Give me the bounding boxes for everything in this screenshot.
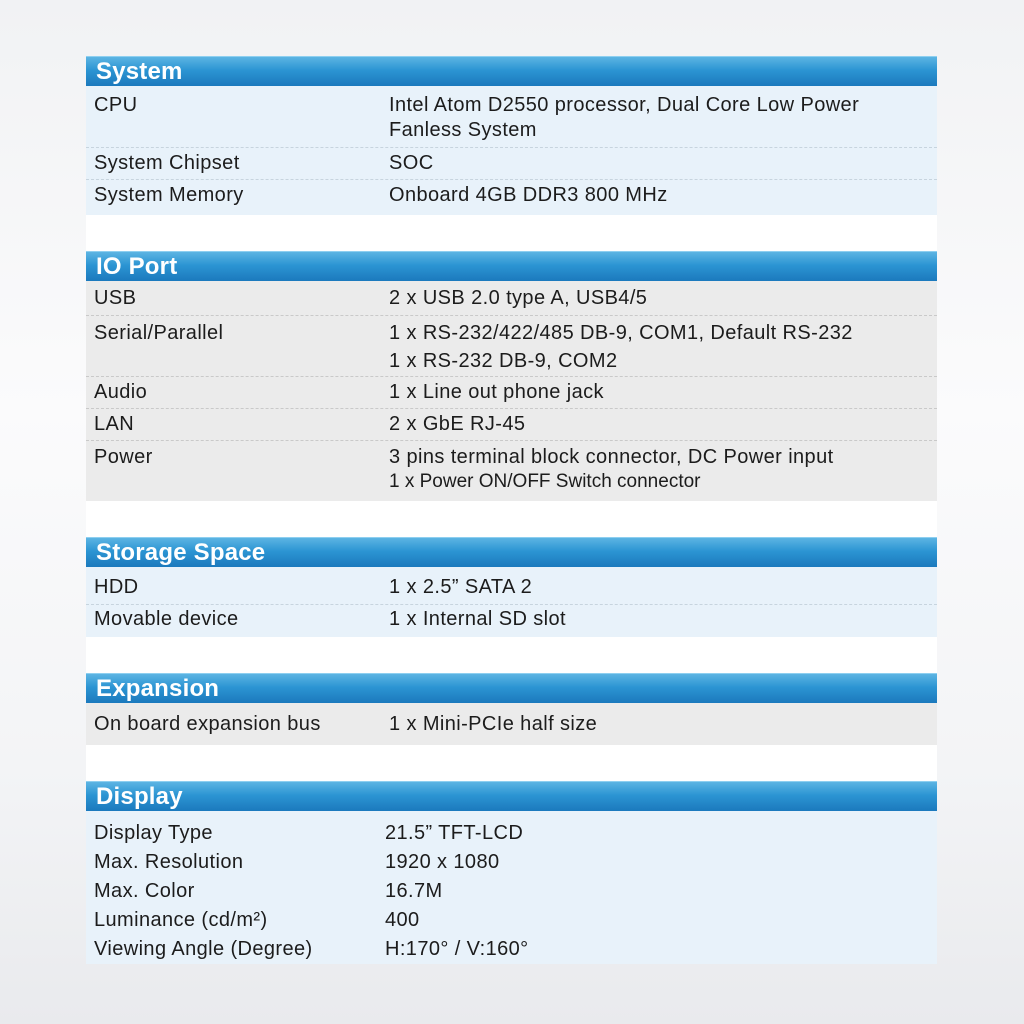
spec-label: Power xyxy=(94,446,153,468)
spec-value: 1 x Line out phone jack xyxy=(389,381,604,403)
section-body xyxy=(86,703,937,745)
spec-row xyxy=(86,148,937,180)
spec-label: Viewing Angle (Degree) xyxy=(94,938,313,960)
section-body xyxy=(86,86,937,215)
section-header xyxy=(86,251,937,281)
spec-value: Intel Atom D2550 processor, Dual Core Low Power xyxy=(389,94,860,116)
spec-row xyxy=(86,180,937,215)
spec-row xyxy=(86,605,937,637)
spec-label: LAN xyxy=(94,413,135,435)
spec-sheet xyxy=(86,56,937,964)
spec-label: Max. Color xyxy=(94,880,195,902)
section-system xyxy=(86,56,937,251)
section-header xyxy=(86,537,937,567)
section-body xyxy=(86,811,937,964)
spec-label: Luminance (cd/m²) xyxy=(94,909,268,931)
spec-label: Serial/Parallel xyxy=(94,322,224,344)
section-gap xyxy=(86,215,937,251)
spec-row xyxy=(86,703,937,745)
spec-value: 16.7M xyxy=(385,880,443,902)
spec-row xyxy=(86,377,937,409)
spec-label: Max. Resolution xyxy=(94,851,244,873)
spec-row xyxy=(86,567,937,605)
section-display xyxy=(86,781,937,964)
section-expansion xyxy=(86,673,937,781)
spec-label: HDD xyxy=(94,576,139,598)
spec-value: 2 x USB 2.0 type A, USB4/5 xyxy=(389,287,648,309)
section-header xyxy=(86,673,937,703)
spec-row xyxy=(86,281,937,316)
spec-value: 1 x RS-232 DB-9, COM2 xyxy=(389,350,618,372)
spec-label: On board expansion bus xyxy=(94,713,321,735)
section-header xyxy=(86,56,937,86)
section-title: Storage Space xyxy=(96,539,266,566)
spec-label: System Memory xyxy=(94,184,244,206)
spec-value: 3 pins terminal block connector, DC Power input xyxy=(389,446,834,468)
spec-value: Onboard 4GB DDR3 800 MHz xyxy=(389,184,668,206)
section-body xyxy=(86,567,937,637)
section-title: Expansion xyxy=(96,675,220,702)
spec-label: USB xyxy=(94,287,137,309)
spec-label: System Chipset xyxy=(94,152,240,174)
spec-value: 1 x RS-232/422/485 DB-9, COM1, Default RS-232 xyxy=(389,322,853,344)
section-body xyxy=(86,281,937,501)
spec-value: 1 x Power ON/OFF Switch connector xyxy=(389,471,701,492)
spec-value: 1 x Mini-PCIe half size xyxy=(389,713,598,735)
section-header xyxy=(86,781,937,811)
spec-value: 400 xyxy=(385,909,420,931)
spec-value: 2 x GbE RJ-45 xyxy=(389,413,526,435)
spec-label: CPU xyxy=(94,94,138,116)
spec-value: 1 x 2.5” SATA 2 xyxy=(389,576,533,598)
spec-label: Display Type xyxy=(94,822,213,844)
spec-label: Movable device xyxy=(94,608,239,630)
section-title: System xyxy=(96,58,183,85)
section-gap xyxy=(86,501,937,537)
spec-value: 1 x Internal SD slot xyxy=(389,608,566,630)
section-storage-space xyxy=(86,537,937,673)
spec-row xyxy=(86,441,937,501)
section-io-port xyxy=(86,251,937,537)
section-gap xyxy=(86,637,937,673)
spec-value: SOC xyxy=(389,152,434,174)
section-title: Display xyxy=(96,783,183,810)
spec-row xyxy=(86,86,937,148)
spec-row xyxy=(86,316,937,377)
section-title: IO Port xyxy=(96,253,178,280)
spec-value: 1920 x 1080 xyxy=(385,851,500,873)
spec-value: H:170° / V:160° xyxy=(385,938,529,960)
spec-value: Fanless System xyxy=(389,119,537,141)
spec-value: 21.5” TFT-LCD xyxy=(385,822,524,844)
spec-row xyxy=(86,409,937,441)
spec-label: Audio xyxy=(94,381,148,403)
section-gap xyxy=(86,745,937,781)
